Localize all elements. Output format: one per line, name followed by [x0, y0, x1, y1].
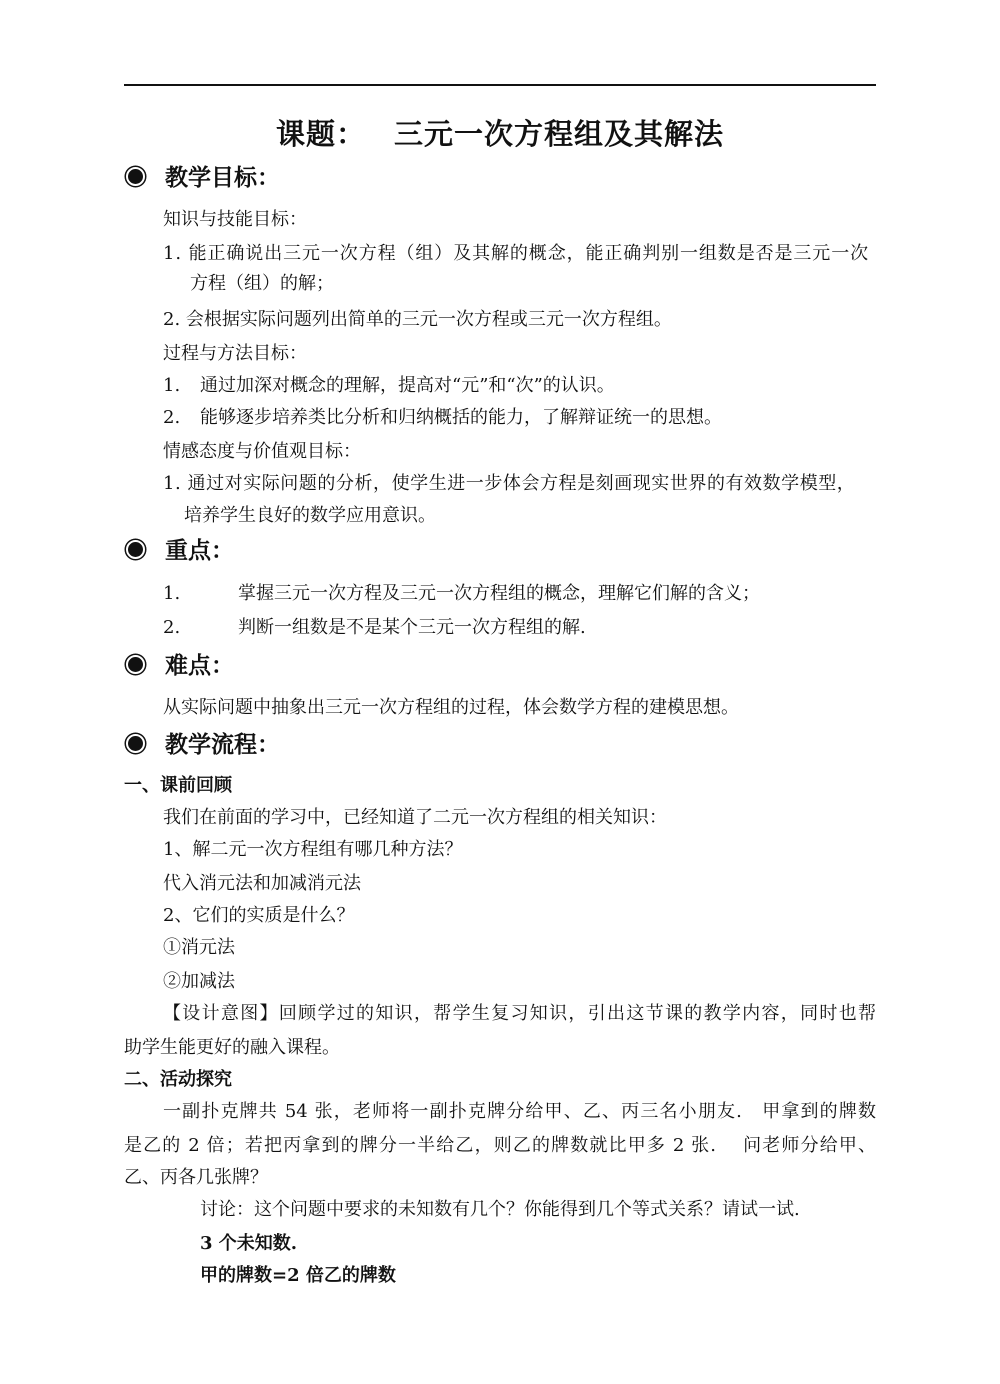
knowledge-label: 知识与技能目标： [163, 209, 307, 230]
page-title [0, 112, 1000, 153]
review-a1: 代入消元法和加减消元法 [163, 873, 361, 894]
k1-line2: 方程（组）的解； [190, 273, 334, 294]
review-a2b: ②加减法 [163, 971, 235, 992]
answer-2: 甲的牌数=2 倍乙的牌数 [200, 1265, 396, 1286]
answer-1: 3 个未知数. [200, 1233, 298, 1254]
problem-line1: 一副扑克牌共 54 张，老师将一副扑克牌分给甲、乙、丙三名小朋友. 甲拿到的牌数 [163, 1101, 876, 1122]
bullet-icon [126, 540, 145, 559]
section-process [126, 730, 280, 760]
key-2-num: 2. [163, 617, 181, 638]
design-intent-line2: 助学生能更好的融入课程。 [124, 1037, 340, 1058]
problem-line3: 乙、丙各几张牌？ [124, 1167, 268, 1188]
e1-line1: 1. 通过对实际问题的分析，使学生进一步体会方程是刻画现实世界的有效数学模型， [163, 473, 856, 494]
p1-text: 通过加深对概念的理解，提高对“元”和“次”的认识。 [200, 375, 615, 396]
title-text: 三元一次方程组及其解法 [394, 117, 725, 151]
key-1-num: 1. [163, 583, 181, 604]
title-label: 课题： [275, 117, 366, 151]
k2: 2. 会根据实际问题列出简单的三元一次方程或三元一次方程组。 [163, 309, 672, 330]
review-q2: 2、它们的实质是什么？ [163, 905, 355, 926]
bullet-icon [126, 167, 145, 186]
section-heading: 难点： [165, 653, 234, 679]
review-heading: 一、课前回顾 [124, 775, 232, 796]
section-heading: 教学流程： [165, 732, 280, 758]
bullet-icon [126, 655, 145, 674]
p2-text: 能够逐步培养类比分析和归纳概括的能力，了解辩证统一的思想。 [200, 407, 722, 428]
difficulty-text: 从实际问题中抽象出三元一次方程组的过程，体会数学方程的建模思想。 [163, 697, 739, 718]
p1-num: 1. [163, 375, 181, 396]
p2-num: 2. [163, 407, 181, 428]
e1-line2: 培养学生良好的数学应用意识。 [184, 505, 436, 526]
section-objectives [126, 163, 280, 193]
discussion: 讨论：这个问题中要求的未知数有几个？你能得到几个等式关系？请试一试. [200, 1199, 800, 1220]
activity-heading: 二、活动探究 [124, 1069, 232, 1090]
bullet-icon [126, 734, 145, 753]
section-heading: 教学目标： [165, 165, 280, 191]
section-heading: 重点： [165, 538, 234, 564]
section-key-points [126, 536, 234, 566]
review-a2a: ①消元法 [163, 937, 235, 958]
review-q1: 1、解二元一次方程组有哪几种方法？ [163, 839, 463, 860]
problem-line2: 是乙的 2 倍；若把丙拿到的牌分一半给乙，则乙的牌数就比甲多 2 张. 问老师分给甲、 [124, 1135, 876, 1156]
emotion-label: 情感态度与价值观目标： [163, 441, 361, 462]
process-label: 过程与方法目标： [163, 343, 307, 364]
review-intro: 我们在前面的学习中，已经知道了二元一次方程组的相关知识： [163, 807, 667, 828]
design-intent-line1: 【设计意图】回顾学过的知识，帮学生复习知识，引出这节课的教学内容，同时也帮 [163, 1003, 876, 1024]
key-1-text: 掌握三元一次方程及三元一次方程组的概念，理解它们解的含义； [238, 583, 760, 604]
section-difficulty [126, 651, 234, 681]
k1-line1: 1. 能正确说出三元一次方程（组）及其解的概念，能正确判别一组数是否是三元一次 [163, 243, 869, 264]
header-rule [124, 84, 876, 86]
key-2-text: 判断一组数是不是某个三元一次方程组的解. [238, 617, 586, 638]
